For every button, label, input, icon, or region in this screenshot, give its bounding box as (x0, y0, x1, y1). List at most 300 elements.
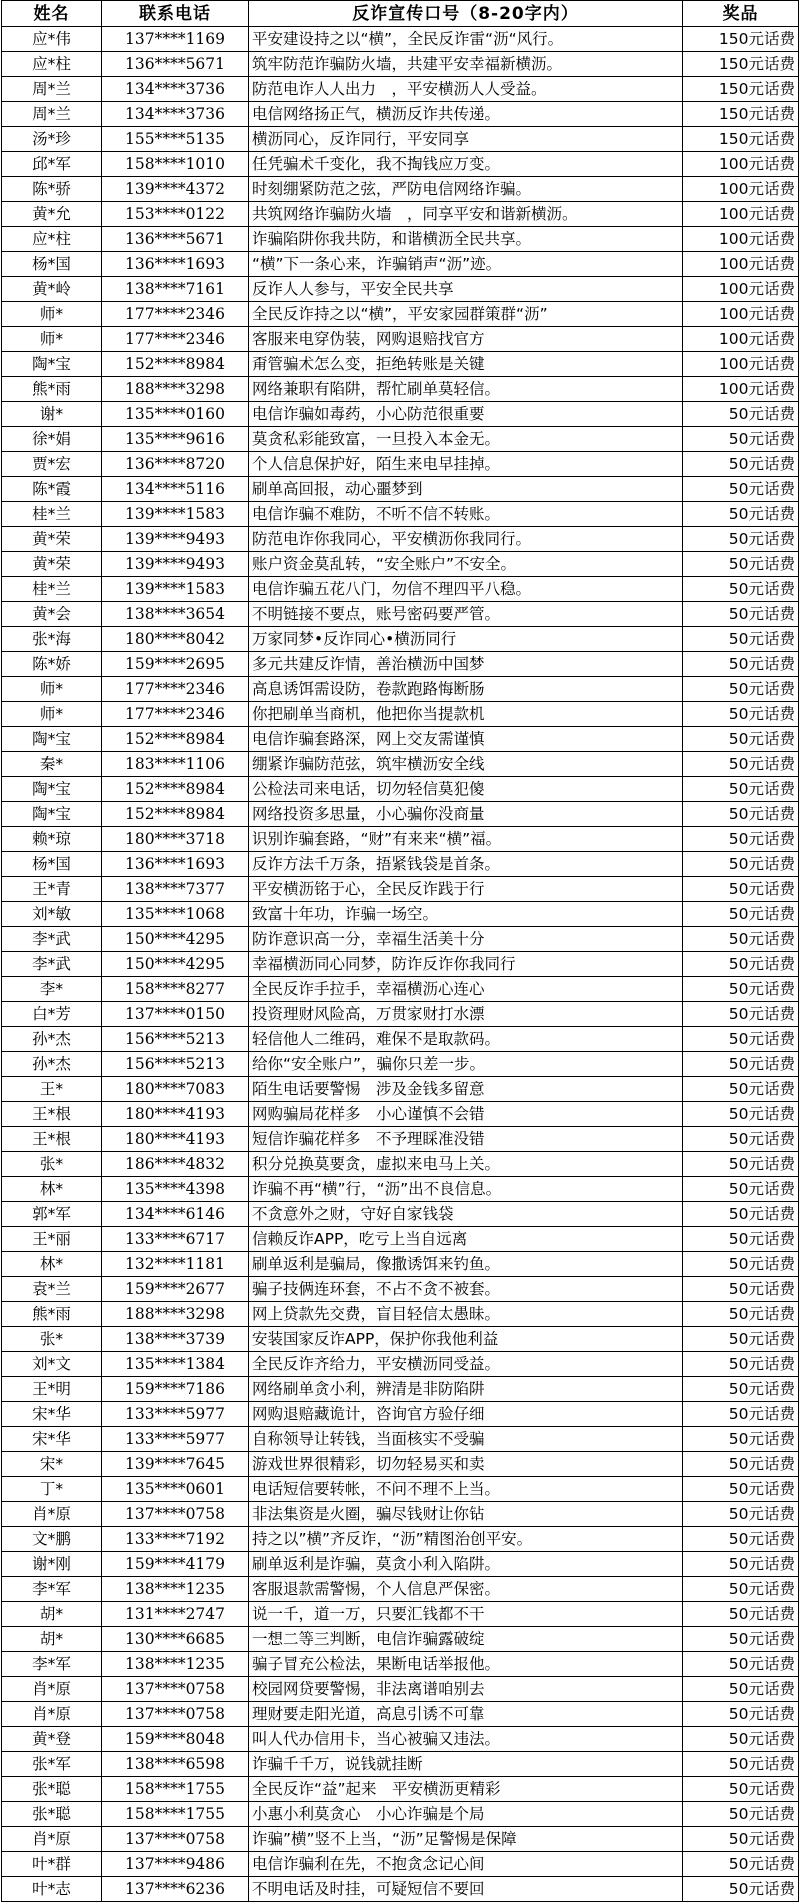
table-row (2, 1302, 799, 1327)
prize-cell: 50元话费 (683, 1802, 799, 1827)
phone-cell: 133****5977 (102, 1402, 249, 1427)
table-row (2, 952, 799, 977)
name-cell: 应*柱 (2, 52, 102, 77)
name-cell: 师* (2, 327, 102, 352)
prize-cell: 50元话费 (683, 1652, 799, 1677)
prize-cell: 50元话费 (683, 427, 799, 452)
slogan-cell: 电信诈骗如毒药，小心防范很重要 (249, 402, 683, 427)
name-cell: 谢*刚 (2, 1552, 102, 1577)
slogan-cell: 全民反诈手拉手，幸福横沥心连心 (249, 977, 683, 1002)
slogan-cell: 持之以”横”齐反诈，“沥”精图治创平安。 (249, 1527, 683, 1552)
table-row (2, 1377, 799, 1402)
phone-cell: 152****8984 (102, 777, 249, 802)
phone-cell: 134****3736 (102, 102, 249, 127)
name-cell: 桂*兰 (2, 502, 102, 527)
table-row (2, 1202, 799, 1227)
slogan-cell: 万家同梦•反诈同心•横沥同行 (249, 627, 683, 652)
phone-cell: 188****3298 (102, 377, 249, 402)
phone-cell: 139****7645 (102, 1452, 249, 1477)
prize-cell: 50元话费 (683, 1002, 799, 1027)
prize-cell: 50元话费 (683, 1427, 799, 1452)
table-row (2, 627, 799, 652)
prize-table (1, 0, 799, 1902)
phone-cell: 152****8984 (102, 352, 249, 377)
table-row (2, 1702, 799, 1727)
name-cell: 贾*宏 (2, 452, 102, 477)
slogan-cell: 高息诱饵需设防，卷款跑路悔断肠 (249, 677, 683, 702)
name-cell: 叶*群 (2, 1852, 102, 1877)
prize-cell: 100元话费 (683, 327, 799, 352)
prize-cell: 50元话费 (683, 977, 799, 1002)
phone-cell: 180****8042 (102, 627, 249, 652)
phone-cell: 138****7377 (102, 877, 249, 902)
table-row (2, 102, 799, 127)
prize-cell: 50元话费 (683, 1477, 799, 1502)
name-cell: 李*武 (2, 952, 102, 977)
name-cell: 郭*军 (2, 1202, 102, 1227)
name-cell: 周*兰 (2, 77, 102, 102)
prize-cell: 50元话费 (683, 1027, 799, 1052)
phone-cell: 137****0758 (102, 1677, 249, 1702)
phone-cell: 177****2346 (102, 327, 249, 352)
phone-cell: 152****8984 (102, 727, 249, 752)
table-row (2, 502, 799, 527)
slogan-cell: 幸福横沥同心同梦，防诈反诈你我同行 (249, 952, 683, 977)
slogan-cell: 任凭骗术千变化，我不掏钱应万变。 (249, 152, 683, 177)
prize-cell: 50元话费 (683, 1502, 799, 1527)
slogan-cell: 防范电诈人人出力 ，平安横沥人人受益。 (249, 77, 683, 102)
table-row (2, 1252, 799, 1277)
prize-cell: 50元话费 (683, 1552, 799, 1577)
slogan-cell: 平安建设持之以“横”，全民反诈雷“沥“风行。 (249, 27, 683, 52)
name-cell: 陶*宝 (2, 802, 102, 827)
prize-cell: 100元话费 (683, 377, 799, 402)
prize-cell: 50元话费 (683, 852, 799, 877)
slogan-cell: 网购骗局花样多 小心谨慎不会错 (249, 1102, 683, 1127)
slogan-cell: 账户资金莫乱转，“安全账户”不安全。 (249, 552, 683, 577)
prize-cell: 50元话费 (683, 952, 799, 977)
slogan-cell: 说一千，道一万，只要汇钱都不干 (249, 1602, 683, 1627)
name-cell: 赖*琼 (2, 827, 102, 852)
slogan-cell: 自称领导让转钱，当面核实不受骗 (249, 1427, 683, 1452)
slogan-cell: 网络刷单贪小利，辨清是非防陷阱 (249, 1377, 683, 1402)
slogan-cell: 反诈方法千万条，捂紧钱袋是首条。 (249, 852, 683, 877)
name-cell: 应*伟 (2, 27, 102, 52)
slogan-cell: 个人信息保护好，陌生来电早挂掉。 (249, 452, 683, 477)
slogan-cell: 网上贷款先交费，盲目轻信太愚昧。 (249, 1302, 683, 1327)
name-cell: 刘*敏 (2, 902, 102, 927)
table-row (2, 202, 799, 227)
phone-cell: 158****8277 (102, 977, 249, 1002)
table-row (2, 1277, 799, 1302)
phone-cell: 139****4372 (102, 177, 249, 202)
name-cell: 胡* (2, 1602, 102, 1627)
table-row (2, 677, 799, 702)
prize-cell: 100元话费 (683, 352, 799, 377)
phone-cell: 177****2346 (102, 302, 249, 327)
name-cell: 王*明 (2, 1377, 102, 1402)
name-cell: 宋* (2, 1452, 102, 1477)
name-cell: 张* (2, 1152, 102, 1177)
phone-cell: 139****1583 (102, 502, 249, 527)
slogan-cell: 全民反诈持之以“横”，平安家园群策群“沥” (249, 302, 683, 327)
phone-cell: 138****7161 (102, 277, 249, 302)
header-phone: 联系电话 (102, 1, 249, 27)
table-row (2, 302, 799, 327)
table-row (2, 877, 799, 902)
name-cell: 徐*娟 (2, 427, 102, 452)
prize-cell: 50元话费 (683, 752, 799, 777)
name-cell: 张*军 (2, 1752, 102, 1777)
prize-cell: 50元话费 (683, 1352, 799, 1377)
prize-cell: 50元话费 (683, 1577, 799, 1602)
slogan-cell: 横沥同心，反诈同行，平安同享 (249, 127, 683, 152)
phone-cell: 136****5671 (102, 52, 249, 77)
header-slogan: 反诈宣传口号（8-20字内） (249, 1, 683, 27)
name-cell: 李*武 (2, 927, 102, 952)
slogan-cell: 非法集资是火圈，骗尽钱财让你钻 (249, 1502, 683, 1527)
name-cell: 周*兰 (2, 102, 102, 127)
slogan-cell: 全民反诈“益”起来 平安横沥更精彩 (249, 1777, 683, 1802)
phone-cell: 180****7083 (102, 1077, 249, 1102)
prize-cell: 50元话费 (683, 402, 799, 427)
slogan-cell: 骗子冒充公检法，果断电话举报他。 (249, 1652, 683, 1677)
table-row (2, 1127, 799, 1152)
phone-cell: 156****5213 (102, 1052, 249, 1077)
phone-cell: 135****0160 (102, 402, 249, 427)
table-row (2, 277, 799, 302)
name-cell: 丁* (2, 1477, 102, 1502)
name-cell: 胡* (2, 1627, 102, 1652)
slogan-cell: 游戏世界很精彩，切勿轻易买和卖 (249, 1452, 683, 1477)
prize-cell: 100元话费 (683, 202, 799, 227)
table-row (2, 727, 799, 752)
prize-cell: 50元话费 (683, 827, 799, 852)
name-cell: 熊*雨 (2, 377, 102, 402)
name-cell: 张* (2, 1327, 102, 1352)
slogan-cell: 不贪意外之财，守好自家钱袋 (249, 1202, 683, 1227)
table-row (2, 52, 799, 77)
table-row (2, 377, 799, 402)
slogan-cell: 全民反诈齐给力，平安横沥同受益。 (249, 1352, 683, 1377)
table-row (2, 1877, 799, 1902)
phone-cell: 135****4398 (102, 1177, 249, 1202)
name-cell: 刘*文 (2, 1352, 102, 1377)
table-row (2, 77, 799, 102)
prize-cell: 50元话费 (683, 1127, 799, 1152)
prize-cell: 50元话费 (683, 1152, 799, 1177)
name-cell: 李* (2, 977, 102, 1002)
prize-cell: 50元话费 (683, 577, 799, 602)
prize-cell: 50元话费 (683, 902, 799, 927)
slogan-cell: 校园网贷要警惕，非法离谱咱别去 (249, 1677, 683, 1702)
slogan-cell: 轻信他人二维码，难保不是取款码。 (249, 1027, 683, 1052)
prize-cell: 50元话费 (683, 1277, 799, 1302)
name-cell: 谢* (2, 402, 102, 427)
phone-cell: 183****1106 (102, 752, 249, 777)
slogan-cell: 一想二等三判断，电信诈骗露破绽 (249, 1627, 683, 1652)
prize-cell: 50元话费 (683, 702, 799, 727)
header-prize: 奖品 (683, 1, 799, 27)
table-row (2, 1077, 799, 1102)
prize-cell: 100元话费 (683, 152, 799, 177)
prize-cell: 100元话费 (683, 277, 799, 302)
table-row (2, 1102, 799, 1127)
prize-cell: 50元话费 (683, 1327, 799, 1352)
slogan-cell: 你把刷单当商机，他把你当提款机 (249, 702, 683, 727)
slogan-cell: “横”下一条心来，诈骗销声“沥”迹。 (249, 252, 683, 277)
phone-cell: 156****5213 (102, 1027, 249, 1052)
table-row (2, 977, 799, 1002)
phone-cell: 135****9616 (102, 427, 249, 452)
table-row (2, 1852, 799, 1877)
table-row (2, 602, 799, 627)
slogan-cell: 电信诈骗不难防，不听不信不转账。 (249, 502, 683, 527)
table-row (2, 177, 799, 202)
table-row (2, 127, 799, 152)
slogan-cell: 网络兼职有陷阱，帮忙刷单莫轻信。 (249, 377, 683, 402)
name-cell: 宋*华 (2, 1427, 102, 1452)
header-row (2, 1, 799, 27)
table-row (2, 152, 799, 177)
phone-cell: 158****1755 (102, 1777, 249, 1802)
phone-cell: 137****9486 (102, 1852, 249, 1877)
slogan-cell: 陌生电话要警惕 涉及金钱多留意 (249, 1077, 683, 1102)
prize-cell: 50元话费 (683, 1302, 799, 1327)
prize-cell: 150元话费 (683, 77, 799, 102)
name-cell: 叶*志 (2, 1877, 102, 1902)
phone-cell: 180****4193 (102, 1127, 249, 1152)
phone-cell: 138****3654 (102, 602, 249, 627)
prize-cell: 50元话费 (683, 1077, 799, 1102)
table-row (2, 702, 799, 727)
slogan-cell: 电信诈骗套路深，网上交友需谨慎 (249, 727, 683, 752)
prize-cell: 50元话费 (683, 927, 799, 952)
slogan-cell: 识别诈骗套路，“财”有来来“横”福。 (249, 827, 683, 852)
name-cell: 黄*登 (2, 1727, 102, 1752)
slogan-cell: 时刻绷紧防范之弦，严防电信网络诈骗。 (249, 177, 683, 202)
phone-cell: 159****2695 (102, 652, 249, 677)
name-cell: 陶*宝 (2, 777, 102, 802)
prize-cell: 100元话费 (683, 252, 799, 277)
table-row (2, 402, 799, 427)
slogan-cell: 防范电诈你我同心，平安横沥你我同行。 (249, 527, 683, 552)
prize-cell: 150元话费 (683, 52, 799, 77)
name-cell: 王*丽 (2, 1227, 102, 1252)
prize-cell: 50元话费 (683, 602, 799, 627)
name-cell: 黄*荣 (2, 552, 102, 577)
slogan-cell: 网络投资多思量，小心骗你没商量 (249, 802, 683, 827)
slogan-cell: 网购退赔藏诡计，咨询官方验仔细 (249, 1402, 683, 1427)
table-row (2, 1227, 799, 1252)
table-row (2, 752, 799, 777)
name-cell: 杨*国 (2, 252, 102, 277)
prize-cell: 50元话费 (683, 677, 799, 702)
table-row (2, 652, 799, 677)
slogan-cell: 诈骗陷阱你我共防，和谐横沥全民共享。 (249, 227, 683, 252)
header-name: 姓名 (2, 1, 102, 27)
name-cell: 黄*允 (2, 202, 102, 227)
name-cell: 肖*原 (2, 1827, 102, 1852)
prize-cell: 50元话费 (683, 1527, 799, 1552)
slogan-cell: 客服退款需警惕，个人信息严保密。 (249, 1577, 683, 1602)
phone-cell: 136****1693 (102, 252, 249, 277)
phone-cell: 134****6146 (102, 1202, 249, 1227)
prize-cell: 150元话费 (683, 102, 799, 127)
prize-cell: 50元话费 (683, 1202, 799, 1227)
table-row (2, 1677, 799, 1702)
prize-cell: 50元话费 (683, 1177, 799, 1202)
phone-cell: 137****0758 (102, 1702, 249, 1727)
prize-cell: 50元话费 (683, 877, 799, 902)
slogan-cell: 莫贪私彩能致富，一旦投入本金无。 (249, 427, 683, 452)
phone-cell: 177****2346 (102, 677, 249, 702)
name-cell: 袁*兰 (2, 1277, 102, 1302)
phone-cell: 134****3736 (102, 77, 249, 102)
phone-cell: 133****5977 (102, 1427, 249, 1452)
phone-cell: 150****4295 (102, 952, 249, 977)
prize-cell: 50元话费 (683, 1702, 799, 1727)
name-cell: 熊*雨 (2, 1302, 102, 1327)
table-row (2, 902, 799, 927)
slogan-cell: 电信诈骗五花八门，勿信不理四平八稳。 (249, 577, 683, 602)
prize-cell: 50元话费 (683, 1727, 799, 1752)
table-row (2, 1527, 799, 1552)
phone-cell: 180****3718 (102, 827, 249, 852)
phone-cell: 135****1384 (102, 1352, 249, 1377)
slogan-cell: 反诈人人参与，平安全民共享 (249, 277, 683, 302)
prize-cell: 50元话费 (683, 1052, 799, 1077)
phone-cell: 136****8720 (102, 452, 249, 477)
slogan-cell: 刷单返利是骗局，像撒诱饵来钓鱼。 (249, 1252, 683, 1277)
phone-cell: 137****0150 (102, 1002, 249, 1027)
table-row (2, 27, 799, 52)
table-row (2, 577, 799, 602)
prize-cell: 150元话费 (683, 27, 799, 52)
name-cell: 桂*兰 (2, 577, 102, 602)
slogan-cell: 客服来电穿伪装，网购退赔找官方 (249, 327, 683, 352)
phone-cell: 159****7186 (102, 1377, 249, 1402)
table-row (2, 1427, 799, 1452)
table-row (2, 1452, 799, 1477)
name-cell: 文*鹏 (2, 1527, 102, 1552)
slogan-cell: 投资理财风险高，万贯家财打水漂 (249, 1002, 683, 1027)
name-cell: 王*根 (2, 1127, 102, 1152)
name-cell: 王*根 (2, 1102, 102, 1127)
prize-cell: 50元话费 (683, 1452, 799, 1477)
phone-cell: 158****1755 (102, 1802, 249, 1827)
phone-cell: 137****0758 (102, 1827, 249, 1852)
table-row (2, 827, 799, 852)
slogan-cell: 平安横沥铭于心，全民反诈践于行 (249, 877, 683, 902)
prize-cell: 150元话费 (683, 127, 799, 152)
table-row (2, 1502, 799, 1527)
name-cell: 林* (2, 1252, 102, 1277)
phone-cell: 136****1693 (102, 852, 249, 877)
name-cell: 王*青 (2, 877, 102, 902)
slogan-cell: 电信诈骗利在先，不抱贪念记心间 (249, 1852, 683, 1877)
slogan-cell: 电话短信要转帐，不问不理不上当。 (249, 1477, 683, 1502)
table-row (2, 1152, 799, 1177)
phone-cell: 137****1169 (102, 27, 249, 52)
prize-cell: 50元话费 (683, 1877, 799, 1902)
slogan-cell: 安装国家反诈APP，保护你我他利益 (249, 1327, 683, 1352)
phone-cell: 150****4295 (102, 927, 249, 952)
slogan-cell: 短信诈骗花样多 不予理睬准没错 (249, 1127, 683, 1152)
prize-cell: 50元话费 (683, 1777, 799, 1802)
table-row (2, 1002, 799, 1027)
phone-cell: 137****6236 (102, 1877, 249, 1902)
slogan-cell: 诈骗”横”竖不上当，“沥”足警惕是保障 (249, 1827, 683, 1852)
phone-cell: 138****1235 (102, 1577, 249, 1602)
name-cell: 肖*原 (2, 1702, 102, 1727)
table-row (2, 1602, 799, 1627)
table-row (2, 1477, 799, 1502)
name-cell: 孙*杰 (2, 1027, 102, 1052)
name-cell: 陶*宝 (2, 352, 102, 377)
phone-cell: 180****4193 (102, 1102, 249, 1127)
slogan-cell: 致富十年功，诈骗一场空。 (249, 902, 683, 927)
slogan-cell: 诈骗千千万，说钱就挂断 (249, 1752, 683, 1777)
slogan-cell: 共筑网络诈骗防火墙 ，同享平安和谐新横沥。 (249, 202, 683, 227)
table-row (2, 552, 799, 577)
prize-cell: 50元话费 (683, 1602, 799, 1627)
name-cell: 林* (2, 1177, 102, 1202)
name-cell: 杨*国 (2, 852, 102, 877)
prize-cell: 50元话费 (683, 1227, 799, 1252)
name-cell: 张*海 (2, 627, 102, 652)
slogan-cell: 防诈意识高一分，幸福生活美十分 (249, 927, 683, 952)
slogan-cell: 电信网络扬正气，横沥反诈共传递。 (249, 102, 683, 127)
name-cell: 黄*会 (2, 602, 102, 627)
table-row (2, 802, 799, 827)
name-cell: 陈*娇 (2, 652, 102, 677)
phone-cell: 138****1235 (102, 1652, 249, 1677)
name-cell: 邱*军 (2, 152, 102, 177)
table-row (2, 1027, 799, 1052)
name-cell: 陶*宝 (2, 727, 102, 752)
table-body (2, 27, 799, 1902)
name-cell: 李*军 (2, 1577, 102, 1602)
phone-cell: 139****9493 (102, 527, 249, 552)
table-row (2, 427, 799, 452)
prize-cell: 100元话费 (683, 177, 799, 202)
table-row (2, 1627, 799, 1652)
slogan-cell: 不明链接不要点，账号密码要严管。 (249, 602, 683, 627)
name-cell: 师* (2, 702, 102, 727)
name-cell: 师* (2, 302, 102, 327)
slogan-cell: 积分兑换莫要贪，虚拟来电马上关。 (249, 1152, 683, 1177)
name-cell: 张*聪 (2, 1802, 102, 1827)
table-row (2, 777, 799, 802)
slogan-cell: 理财要走阳光道，高息引诱不可靠 (249, 1702, 683, 1727)
prize-cell: 50元话费 (683, 527, 799, 552)
prize-cell: 50元话费 (683, 1102, 799, 1127)
phone-cell: 132****1181 (102, 1252, 249, 1277)
prize-cell: 50元话费 (683, 1402, 799, 1427)
name-cell: 应*柱 (2, 227, 102, 252)
prize-cell: 50元话费 (683, 1627, 799, 1652)
table-row (2, 527, 799, 552)
slogan-cell: 甭管骗术怎么变，拒绝转账是关键 (249, 352, 683, 377)
prize-cell: 100元话费 (683, 302, 799, 327)
table-row (2, 1777, 799, 1802)
name-cell: 陈*骄 (2, 177, 102, 202)
name-cell: 黄*岭 (2, 277, 102, 302)
slogan-cell: 给你“安全账户”，骗你只差一步。 (249, 1052, 683, 1077)
slogan-cell: 信赖反诈APP，吃亏上当自远离 (249, 1227, 683, 1252)
name-cell: 秦* (2, 752, 102, 777)
